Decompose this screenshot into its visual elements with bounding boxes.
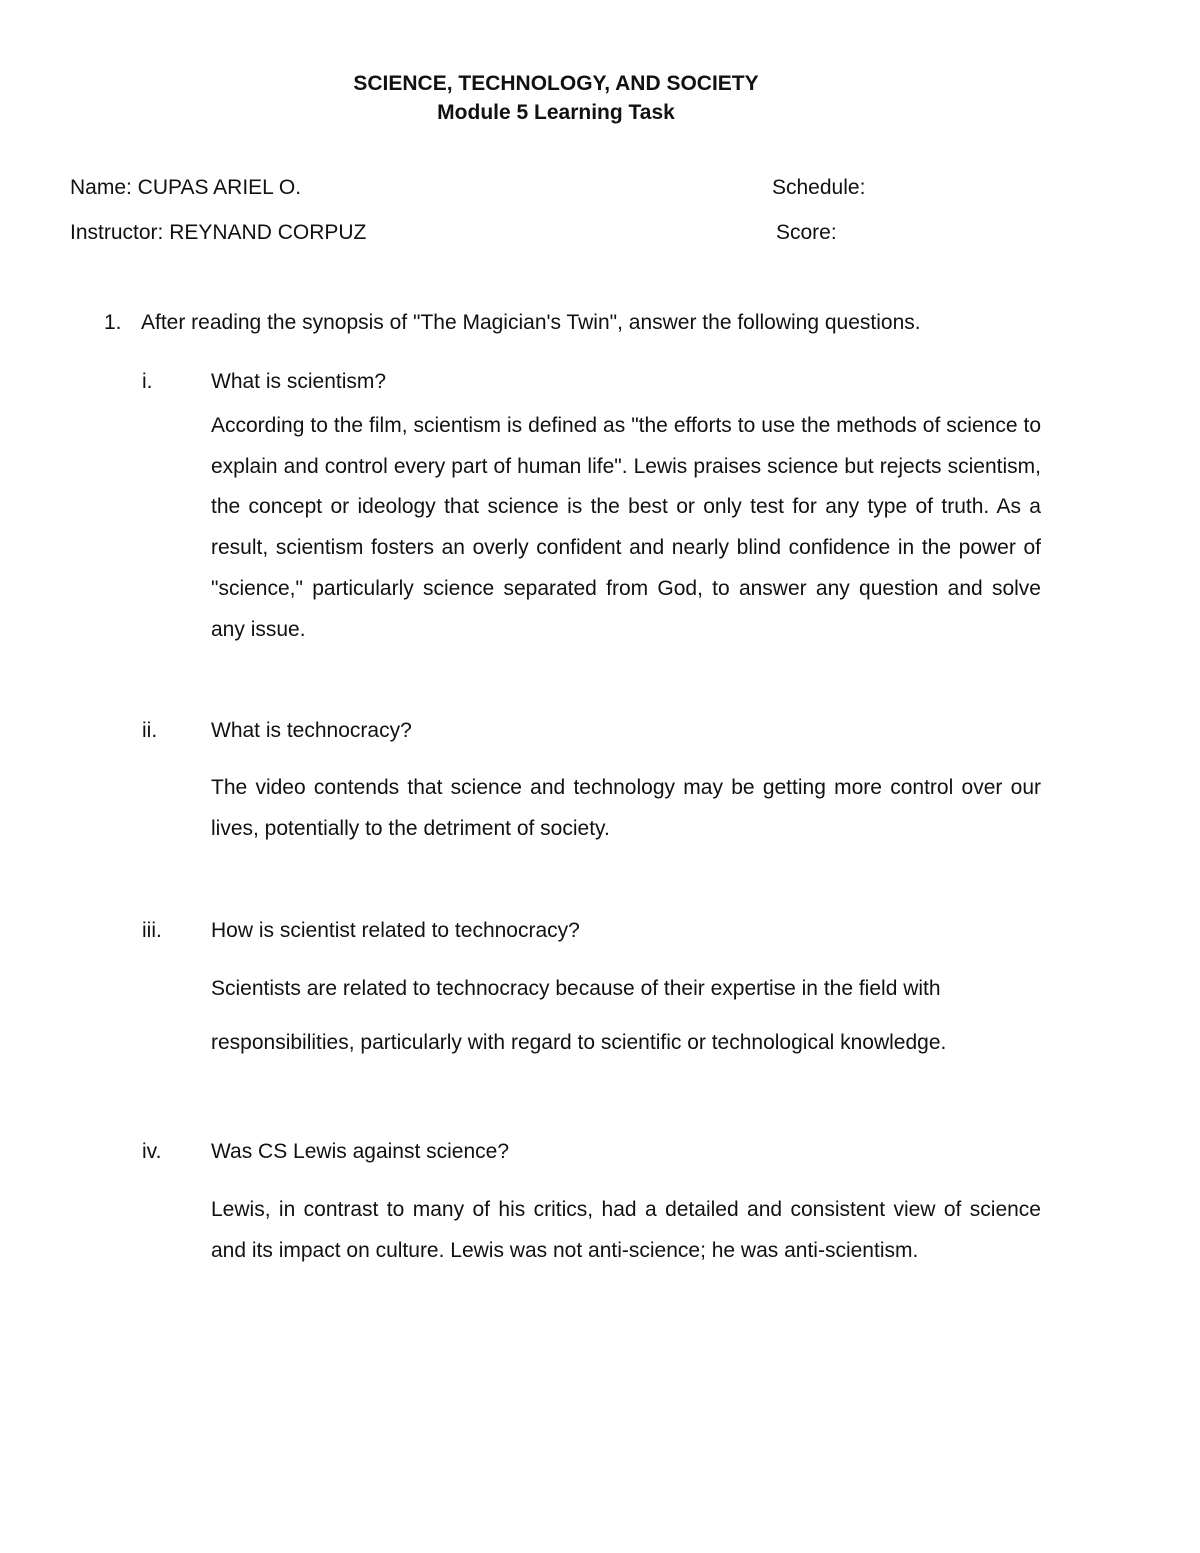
main-question-number: 1.: [104, 311, 122, 334]
item-answer: Lewis, in contrast to many of his critics, had a detailed and consistent view of science and its impact on culture. Lewis was not anti-science; he was anti-scientism.: [211, 1198, 1041, 1262]
main-question: [104, 311, 921, 335]
item-numeral: iv.: [142, 1140, 162, 1163]
item-question: Was CS Lewis against science?: [211, 1140, 510, 1163]
item-question: How is scientist related to technocracy?: [211, 919, 580, 942]
instructor-name: Instructor: REYNAND CORPUZ: [70, 221, 367, 244]
item-answer: The video contends that science and technology may be getting more control over our lives, potentially to the detriment of society.: [211, 776, 1041, 840]
item-question: What is scientism?: [211, 370, 387, 393]
document-subtitle: Module 5 Learning Task: [437, 101, 675, 124]
item-numeral: i.: [142, 370, 153, 393]
main-question-text: After reading the synopsis of "The Magician's Twin", answer the following questions.: [141, 311, 921, 334]
item-answer: Scientists are related to technocracy because of their expertise in the field with responsibilities, particularly with regard to scientific or technological knowledge.: [211, 977, 947, 1054]
document-title: SCIENCE, TECHNOLOGY, AND SOCIETY: [353, 72, 759, 95]
schedule-label: Schedule:: [772, 176, 866, 199]
item-question: What is technocracy?: [211, 719, 412, 742]
score-label: Score:: [776, 221, 837, 244]
item-answer: According to the film, scientism is defined as "the efforts to use the methods of science to explain and control every part of human life". Lewis praises science but rejects scientism, the concept or ideology that science is the best or only test for any type of truth. As a result, scientism fosters an overly confident and nearly blind confidence in the power of "science," particularly science separated from God, to answer any question and solve any issue.: [211, 414, 1041, 641]
item-numeral: ii.: [142, 719, 158, 742]
item-numeral: iii.: [142, 919, 162, 942]
student-name: Name: CUPAS ARIEL O.: [70, 176, 302, 199]
